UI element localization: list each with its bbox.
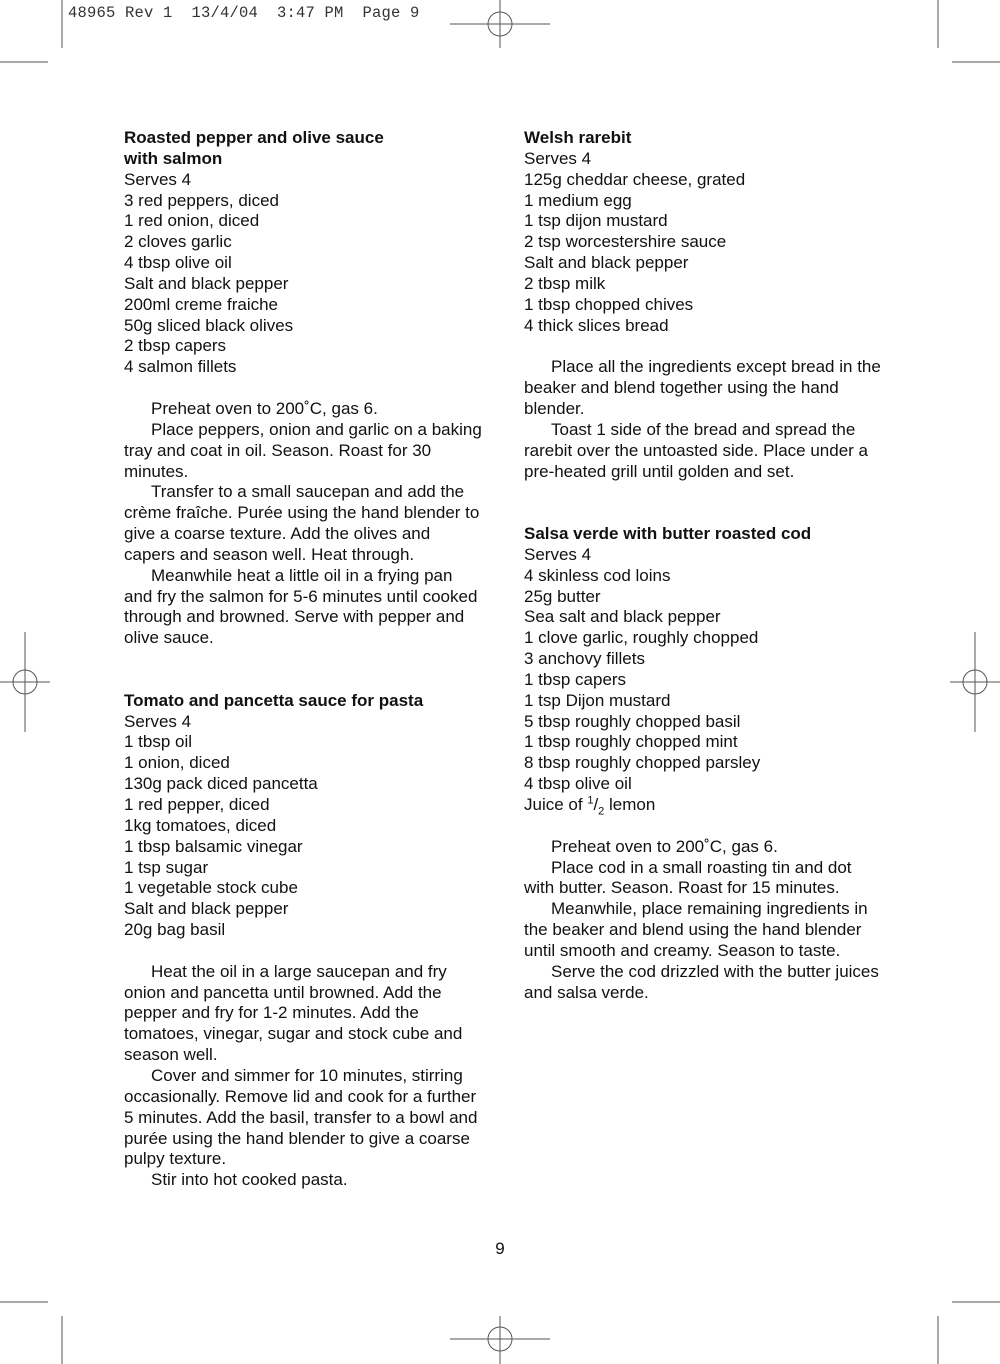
- ingredient: 2 tbsp capers: [124, 336, 227, 356]
- recipe-serves: Serves 4: [124, 169, 192, 189]
- ingredient: Salt and black pepper: [124, 899, 289, 919]
- ingredient-list: [524, 566, 884, 816]
- ingredient: 1 red onion, diced: [124, 211, 260, 231]
- recipe-tomato-pancetta-sauce: [124, 691, 484, 1191]
- recipe-roasted-pepper-salmon: [124, 128, 484, 649]
- right-column: [524, 128, 884, 1003]
- ingredient: 1 tsp dijon mustard: [524, 211, 668, 231]
- recipe-salsa-verde-cod: [524, 524, 884, 1003]
- method-step: Place peppers, onion and garlic on a baking tray and coat in oil. Season. Roast for 30 minutes.: [124, 419, 482, 481]
- ingredient: 25g butter: [524, 586, 601, 606]
- method-step: Transfer to a small saucepan and add the crème fraîche. Purée using the hand blender to give a coarse texture. Add the olives and capers and season well. Heat through.: [124, 482, 480, 564]
- method: [524, 357, 884, 482]
- method-step: Toast 1 side of the bread and spread the rarebit over the untoasted side. Place under a pre-heated grill until golden and set.: [524, 419, 868, 481]
- ingredient: 4 skinless cod loins: [524, 565, 671, 585]
- method-step: Stir into hot cooked pasta.: [151, 1170, 348, 1190]
- fraction-denominator: 2: [598, 805, 605, 818]
- ingredient: 1 tbsp chopped chives: [524, 294, 694, 314]
- registration-mark-top: [450, 0, 550, 48]
- recipe-serves: Serves 4: [524, 148, 592, 168]
- method-step: Serve the cod drizzled with the butter juices and salsa verde.: [524, 961, 879, 1002]
- ingredient: 125g cheddar cheese, grated: [524, 169, 746, 189]
- method-step: Place all the ingredients except bread in the beaker and blend together using the hand blender.: [524, 357, 881, 418]
- print-slug-line: 48965 Rev 1 13/4/04 3:47 PM Page 9: [68, 4, 420, 22]
- ingredient: 1kg tomatoes, diced: [124, 815, 277, 835]
- ingredient: 1 vegetable stock cube: [124, 878, 298, 898]
- fraction-slash: /: [593, 795, 599, 814]
- ingredient: 1 red pepper, diced: [124, 795, 270, 814]
- ingredient: 1 tsp Dijon mustard: [524, 690, 671, 710]
- ingredient: 4 tbsp olive oil: [124, 253, 232, 273]
- ingredient: 4 thick slices bread: [524, 315, 669, 335]
- ingredient: 4 salmon fillets: [124, 357, 237, 377]
- ingredient: 1 tsp sugar: [124, 857, 209, 877]
- ingredient: 1 medium egg: [524, 190, 632, 210]
- ingredient-lemon: [524, 795, 884, 816]
- ingredient-list: [124, 191, 484, 379]
- ingredient: 1 onion, diced: [124, 753, 230, 773]
- method-step: Meanwhile, place remaining ingredients in the beaker and blend using the hand blender until smooth and creamy. Season to taste.: [524, 899, 868, 960]
- recipe-serves: Serves 4: [524, 544, 592, 564]
- ingredient: 5 tbsp roughly chopped basil: [524, 711, 741, 731]
- ingredient: Salt and black pepper: [124, 273, 289, 293]
- ingredient: 2 cloves garlic: [124, 232, 232, 252]
- recipe-title: Welsh rarebit: [524, 128, 632, 147]
- ingredient: Salt and black pepper: [524, 253, 689, 273]
- ingredient-list: [524, 170, 884, 337]
- method: [124, 399, 484, 649]
- registration-mark-bottom: [450, 1316, 550, 1364]
- ingredient: 8 tbsp roughly chopped parsley: [524, 753, 761, 773]
- lemon-prefix: Juice of: [524, 795, 588, 814]
- method-step: Cover and simmer for 10 minutes, stirring occasionally. Remove lid and cook for a further 5 minutes. Add the basil, transfer to a bowl and purée using the hand blender to give a coarse pulpy texture.: [124, 1065, 478, 1169]
- ingredient: 4 tbsp olive oil: [524, 774, 632, 794]
- ingredient: 20g bag basil: [124, 920, 226, 940]
- ingredient: 130g pack diced pancetta: [124, 774, 318, 794]
- fraction-numerator: 1: [587, 794, 594, 807]
- method-step: Preheat oven to 200˚C, gas 6.: [151, 398, 378, 418]
- registration-mark-left: [0, 632, 50, 732]
- ingredient-list: [124, 732, 484, 940]
- recipe-title: Salsa verde with butter roasted cod: [524, 524, 812, 544]
- ingredient: 50g sliced black olives: [124, 315, 294, 335]
- lemon-suffix: lemon: [604, 795, 656, 814]
- ingredient: 1 tbsp oil: [124, 732, 193, 752]
- recipe-title: Roasted pepper and olive sauce with salmon: [124, 128, 384, 168]
- recipe-welsh-rarebit: [524, 128, 884, 482]
- ingredient: 2 tbsp milk: [524, 273, 606, 293]
- ingredient: Sea salt and black pepper: [524, 607, 721, 627]
- ingredient: 1 tbsp balsamic vinegar: [124, 836, 303, 856]
- recipe-title: Tomato and pancetta sauce for pasta: [124, 690, 424, 710]
- ingredient: 1 clove garlic, roughly chopped: [524, 628, 759, 648]
- registration-mark-right: [950, 632, 1000, 732]
- ingredient: 3 anchovy fillets: [524, 649, 645, 669]
- method-step: Place cod in a small roasting tin and dot with butter. Season. Roast for 15 minutes.: [524, 857, 852, 898]
- ingredient: 1 tbsp roughly chopped mint: [524, 732, 738, 752]
- recipe-serves: Serves 4: [124, 711, 192, 731]
- method-step: Meanwhile heat a little oil in a frying pan and fry the salmon for 5-6 minutes until cooked through and browned. Serve with pepper and olive sauce.: [124, 565, 478, 648]
- ingredient: 200ml creme fraiche: [124, 294, 279, 314]
- left-column: [124, 128, 484, 1191]
- method: [124, 962, 484, 1191]
- ingredient: 1 tbsp capers: [524, 669, 627, 689]
- method: [524, 837, 884, 1004]
- method-step: Preheat oven to 200˚C, gas 6.: [551, 836, 778, 856]
- ingredient: 2 tsp worcestershire sauce: [524, 232, 727, 252]
- ingredient: 3 red peppers, diced: [124, 190, 279, 210]
- method-step: Heat the oil in a large saucepan and fry onion and pancetta until browned. Add the pepper and fry for 1-2 minutes. Add the tomatoes, vinegar, sugar and stock cube and season well.: [124, 961, 463, 1065]
- page-number: 9: [495, 1239, 505, 1258]
